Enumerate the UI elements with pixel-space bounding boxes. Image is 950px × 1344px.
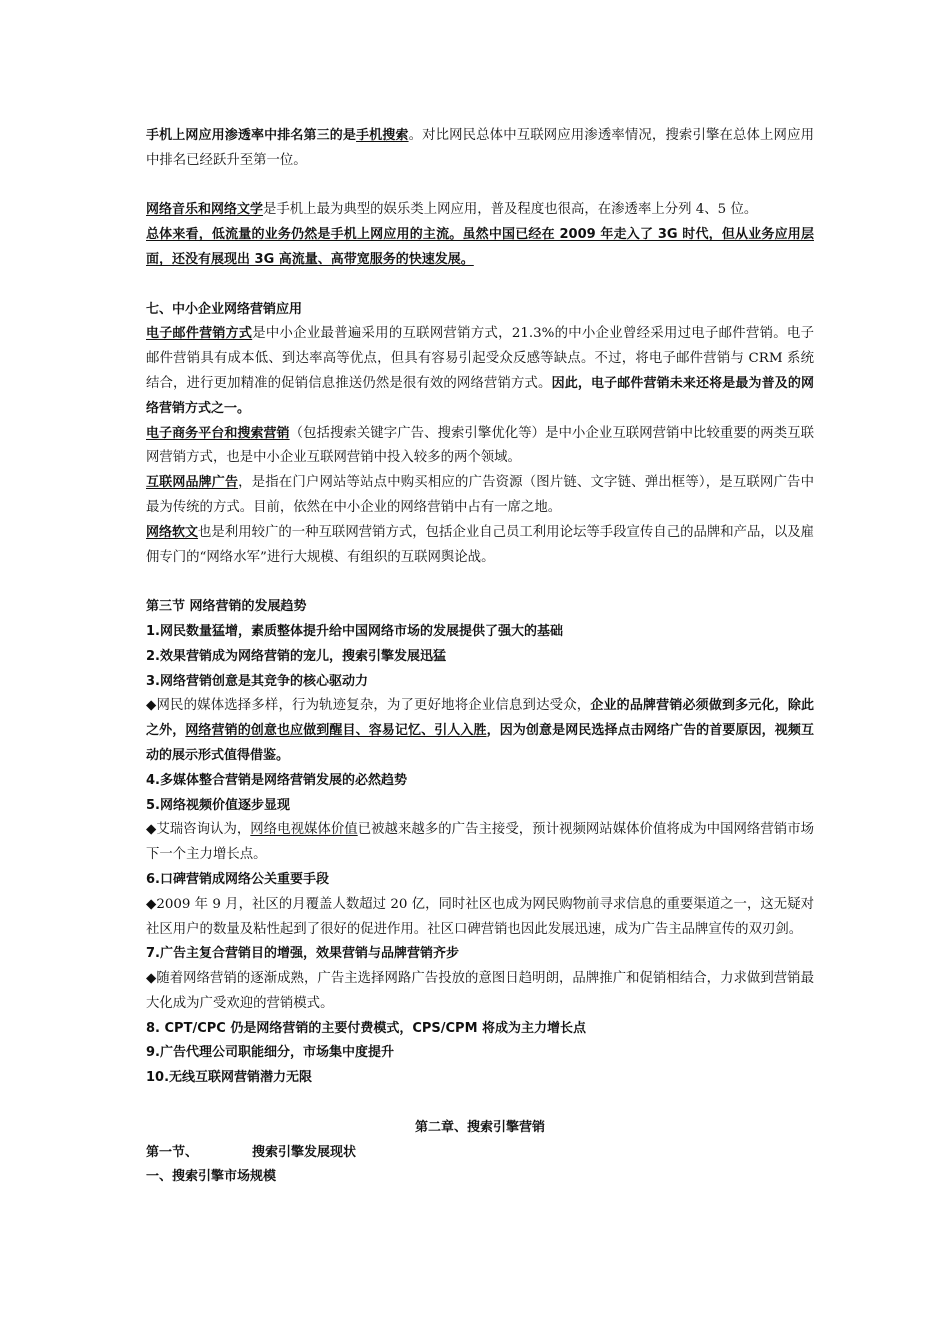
trend-item-8: 8. CPT/CPC 仍是网络营销的主要付费模式，CPS/CPM 将成为主力增长点 xyxy=(146,1020,587,1036)
underlined-term: 网络软文 xyxy=(146,524,199,540)
spacer xyxy=(146,570,814,595)
section-heading-3: 第三节 网络营销的发展趋势 xyxy=(146,599,307,615)
spacer xyxy=(146,273,814,298)
trend-item-4: 4.多媒体整合营销是网络营销发展的必然趋势 xyxy=(146,772,407,788)
body-text: 。对比网民总体中互联网应用渗透率情况，搜索引擎在总体上网应用中排名已经跃升至第一位。 xyxy=(146,128,814,168)
underlined-term: 电子邮件营销方式 xyxy=(146,326,253,342)
body-text: 是中小企业最普遍采用的互联网营销方式，21.3%的中小企业曾经采用过电子邮件营销。电子邮件营销具有成本低、到达率高等优点，但具有容易引起受众反感等缺点。不过，将电子邮件营销与 CRM 系统结合，进行更加精准的促销信息推送仍然是很有效的网络营销方式。 xyxy=(146,326,814,391)
underlined-term: 手机搜索 xyxy=(356,128,409,143)
trend-item-10: 10.无线互联网营销潜力无限 xyxy=(146,1070,313,1086)
trend-item-2: 2.效果营销成为网络营销的宠儿，搜索引擎发展迅猛 xyxy=(146,648,446,664)
body-text: ◆艾瑞咨询认为， xyxy=(146,822,251,838)
document-body xyxy=(146,124,814,1190)
trend-item-3: 3.网络营销创意是其竞争的核心驱动力 xyxy=(146,673,368,689)
body-text: ，是指在门户网站等站点中购买相应的广告资源（图片链、文字链、弹出框等），是互联网广告中最为传统的方式。目前，依然在中小企业的网络营销中占有一席之地。 xyxy=(146,475,814,515)
trend-item-5: 5.网络视频价值逐步显现 xyxy=(146,797,290,813)
body-text: 是手机上最为典型的娱乐类上网应用，普及程度也很高，在渗透率上分列 4、5 位。 xyxy=(263,202,758,218)
paragraph-ecommerce xyxy=(146,422,814,472)
section-heading-1 xyxy=(146,1141,814,1166)
underlined-term: 互联网品牌广告 xyxy=(146,475,239,491)
paragraph-email-marketing xyxy=(146,322,814,421)
trend-item-1: 1.网民数量猛增，素质整体提升给中国网络市场的发展提供了强大的基础 xyxy=(146,623,563,639)
bold-text: 企业的品牌营销必须做到多元化，除此之外， xyxy=(146,698,814,739)
paragraph-brand-ads xyxy=(146,471,814,521)
body-text: 已被越来越多的广告主接受，预计视频网站媒体价值将成为中国网络营销市场下一个主力增长点。 xyxy=(146,822,815,863)
spacer xyxy=(146,1091,814,1116)
underlined-term: 电子商务平台和搜索营销 xyxy=(146,425,290,441)
chapter-title: 第二章、搜索引擎营销 xyxy=(414,1119,545,1135)
body-text: ◆网民的媒体选择多样，行为轨迹复杂，为了更好地将企业信息到达受众， xyxy=(146,698,591,714)
paragraph-soft-articles xyxy=(146,521,814,571)
trend-7-detail: ◆随着网络营销的逐渐成熟，广告主选择网路广告投放的意图日趋明朗，品牌推广和促销相结合，力求做到营销最大化成为广受欢迎的营销模式。 xyxy=(146,971,814,1011)
section-heading-7: 七、中小企业网络营销应用 xyxy=(146,301,303,317)
trend-5-detail xyxy=(146,818,814,868)
paragraph-summary xyxy=(146,223,814,273)
subsection-heading: 一、搜索引擎市场规模 xyxy=(146,1169,277,1185)
trend-item-6: 6.口碑营销成网络公关重要手段 xyxy=(146,871,329,887)
bold-text: 因此，电子邮件营销未来还将是最为普及的网络营销方式之一。 xyxy=(146,375,814,416)
trend-3-detail xyxy=(146,694,814,768)
trend-item-9: 9.广告代理公司职能细分，市场集中度提升 xyxy=(146,1045,394,1061)
body-text: 也是利用较广的一种互联网营销方式，包括企业自己员工利用论坛等手段宣传自己的品牌和产品，以及雇佣专门的“网络水军”进行大规模、有组织的互联网舆论战。 xyxy=(146,524,814,565)
paragraph-mobile-search xyxy=(146,124,814,174)
spacer xyxy=(146,174,814,199)
section-title: 搜索引擎发展现状 xyxy=(252,1144,357,1160)
body-text: （包括搜索关键字广告、搜索引擎优化等）是中小企业互联网营销中比较重要的两类互联网营销方式，也是中小企业互联网营销中投入较多的两个领域。 xyxy=(146,425,814,466)
paragraph-music-literature xyxy=(146,198,814,223)
trend-6-detail: ◆2009 年 9 月，社区的月覆盖人数超过 20 亿，同时社区也成为网民购物前寻求信息的重要渠道之一，这无疑对社区用户的数量及粘性起到了很好的促进作用。社区口碑营销也因此发展迅速，成为广告主品牌宣传的双刃剑。 xyxy=(146,896,814,937)
bold-text: 手机上网应用渗透率中排名第三的是 xyxy=(146,128,357,143)
bold-underlined-text: 网络营销的创意也应做到醒目、容易记忆、引人入胜 xyxy=(185,723,487,739)
section-number: 第一节、 xyxy=(146,1144,199,1160)
bold-underlined-text: 总体来看，低流量的业务仍然是手机上网应用的主流。虽然中国已经在 2009 年走入了 3G 时代，但从业务应用层面，还没有展现出 3G 高流量、高带宽服务的快速发展。 xyxy=(146,227,814,267)
bold-text: ，因为创意是网民选择点击网络广告的首要原因，视频互动的展示形式值得借鉴。 xyxy=(146,723,814,763)
underlined-term: 网络音乐和网络文学 xyxy=(146,202,264,218)
trend-item-7: 7.广告主复合营销目的增强，效果营销与品牌营销齐步 xyxy=(146,946,459,962)
underlined-term: 网络电视媒体价值 xyxy=(250,822,358,838)
